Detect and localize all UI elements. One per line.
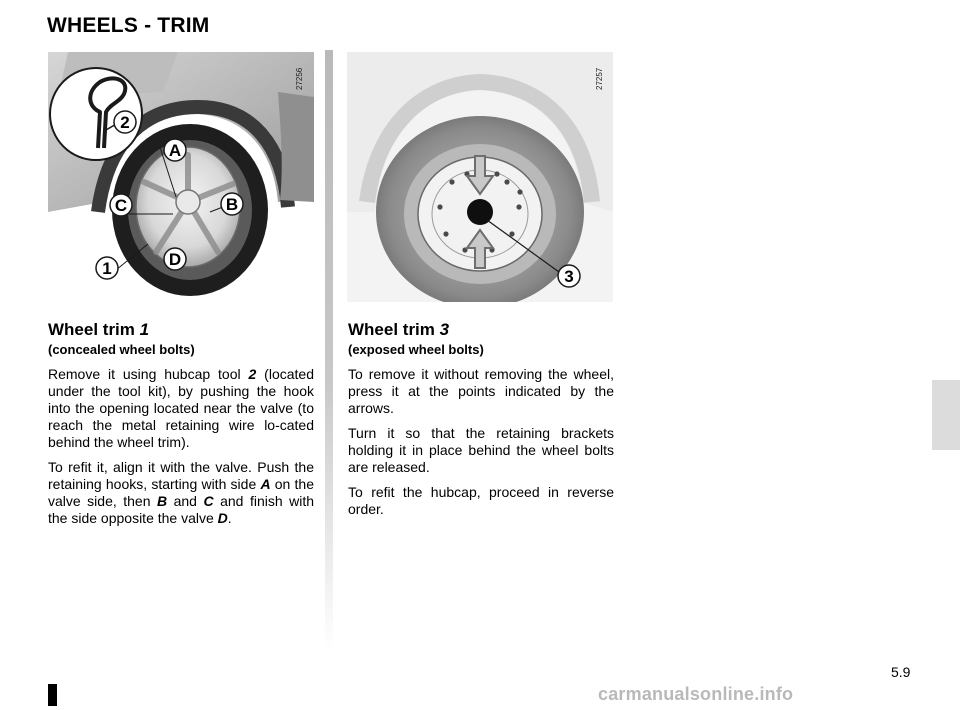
- callout-a: [164, 139, 186, 161]
- figure-wheel-trim-exposed: [347, 52, 613, 302]
- callout-2: [114, 111, 136, 133]
- figure-wheel-trim-concealed: [48, 52, 314, 302]
- callout-c: [110, 194, 132, 216]
- figure-code: 27256: [295, 67, 304, 90]
- paragraph-refit: To refit the hubcap, proceed in reverse order.: [348, 484, 614, 517]
- figure-code: 27257: [595, 67, 604, 90]
- corner-mark: [48, 684, 57, 706]
- callout-3: [558, 265, 580, 287]
- hubcap-centre: [176, 190, 200, 214]
- section-subheading: (exposed wheel bolts): [348, 342, 484, 357]
- section-subheading: (concealed wheel bolts): [48, 342, 195, 357]
- callout-b: [221, 193, 243, 215]
- chapter-tab: [932, 380, 960, 450]
- svg-text:C: C: [114, 196, 128, 215]
- svg-text:2: 2: [120, 113, 130, 132]
- paragraph-remove: Remove it using hubcap tool 2 (located under the tool kit), by pushing the hook into the opening located near the valve (to reach the metal retaining wire lo-cated behind the wheel trim).: [48, 366, 314, 450]
- svg-text:1: 1: [102, 259, 112, 278]
- paragraph-refit: To refit it, align it with the valve. Push the retaining hooks, starting with side A on the valve side, then B and C and finish with the side opposite the valve D.: [48, 459, 315, 526]
- wheel-trim-illustration: [48, 52, 314, 302]
- column-divider: [325, 50, 333, 650]
- section-exposed-bolts: [348, 320, 614, 526]
- wheel-trim-illustration: [347, 52, 613, 302]
- section-concealed-bolts: [48, 320, 314, 535]
- svg-text:3: 3: [564, 267, 574, 286]
- callout-1: [96, 257, 118, 279]
- paragraph-remove: To remove it without removing the wheel, press it at the points indicated by the arrows.: [348, 366, 614, 416]
- svg-text:D: D: [168, 250, 182, 269]
- svg-text:A: A: [168, 141, 182, 160]
- svg-text:B: B: [225, 195, 239, 214]
- page-title: WHEELS - TRIM: [47, 14, 210, 37]
- section-heading: Wheel trim 3: [348, 320, 450, 339]
- page-number: 5.9: [891, 664, 911, 680]
- car-rear-panel: [278, 92, 314, 202]
- section-heading: Wheel trim 1: [48, 320, 150, 339]
- paragraph-release: Turn it so that the retaining brackets holding it in place behind the wheel bolts are released.: [348, 425, 614, 475]
- watermark: carmanualsonline.info: [598, 684, 794, 704]
- callout-d: [164, 248, 186, 270]
